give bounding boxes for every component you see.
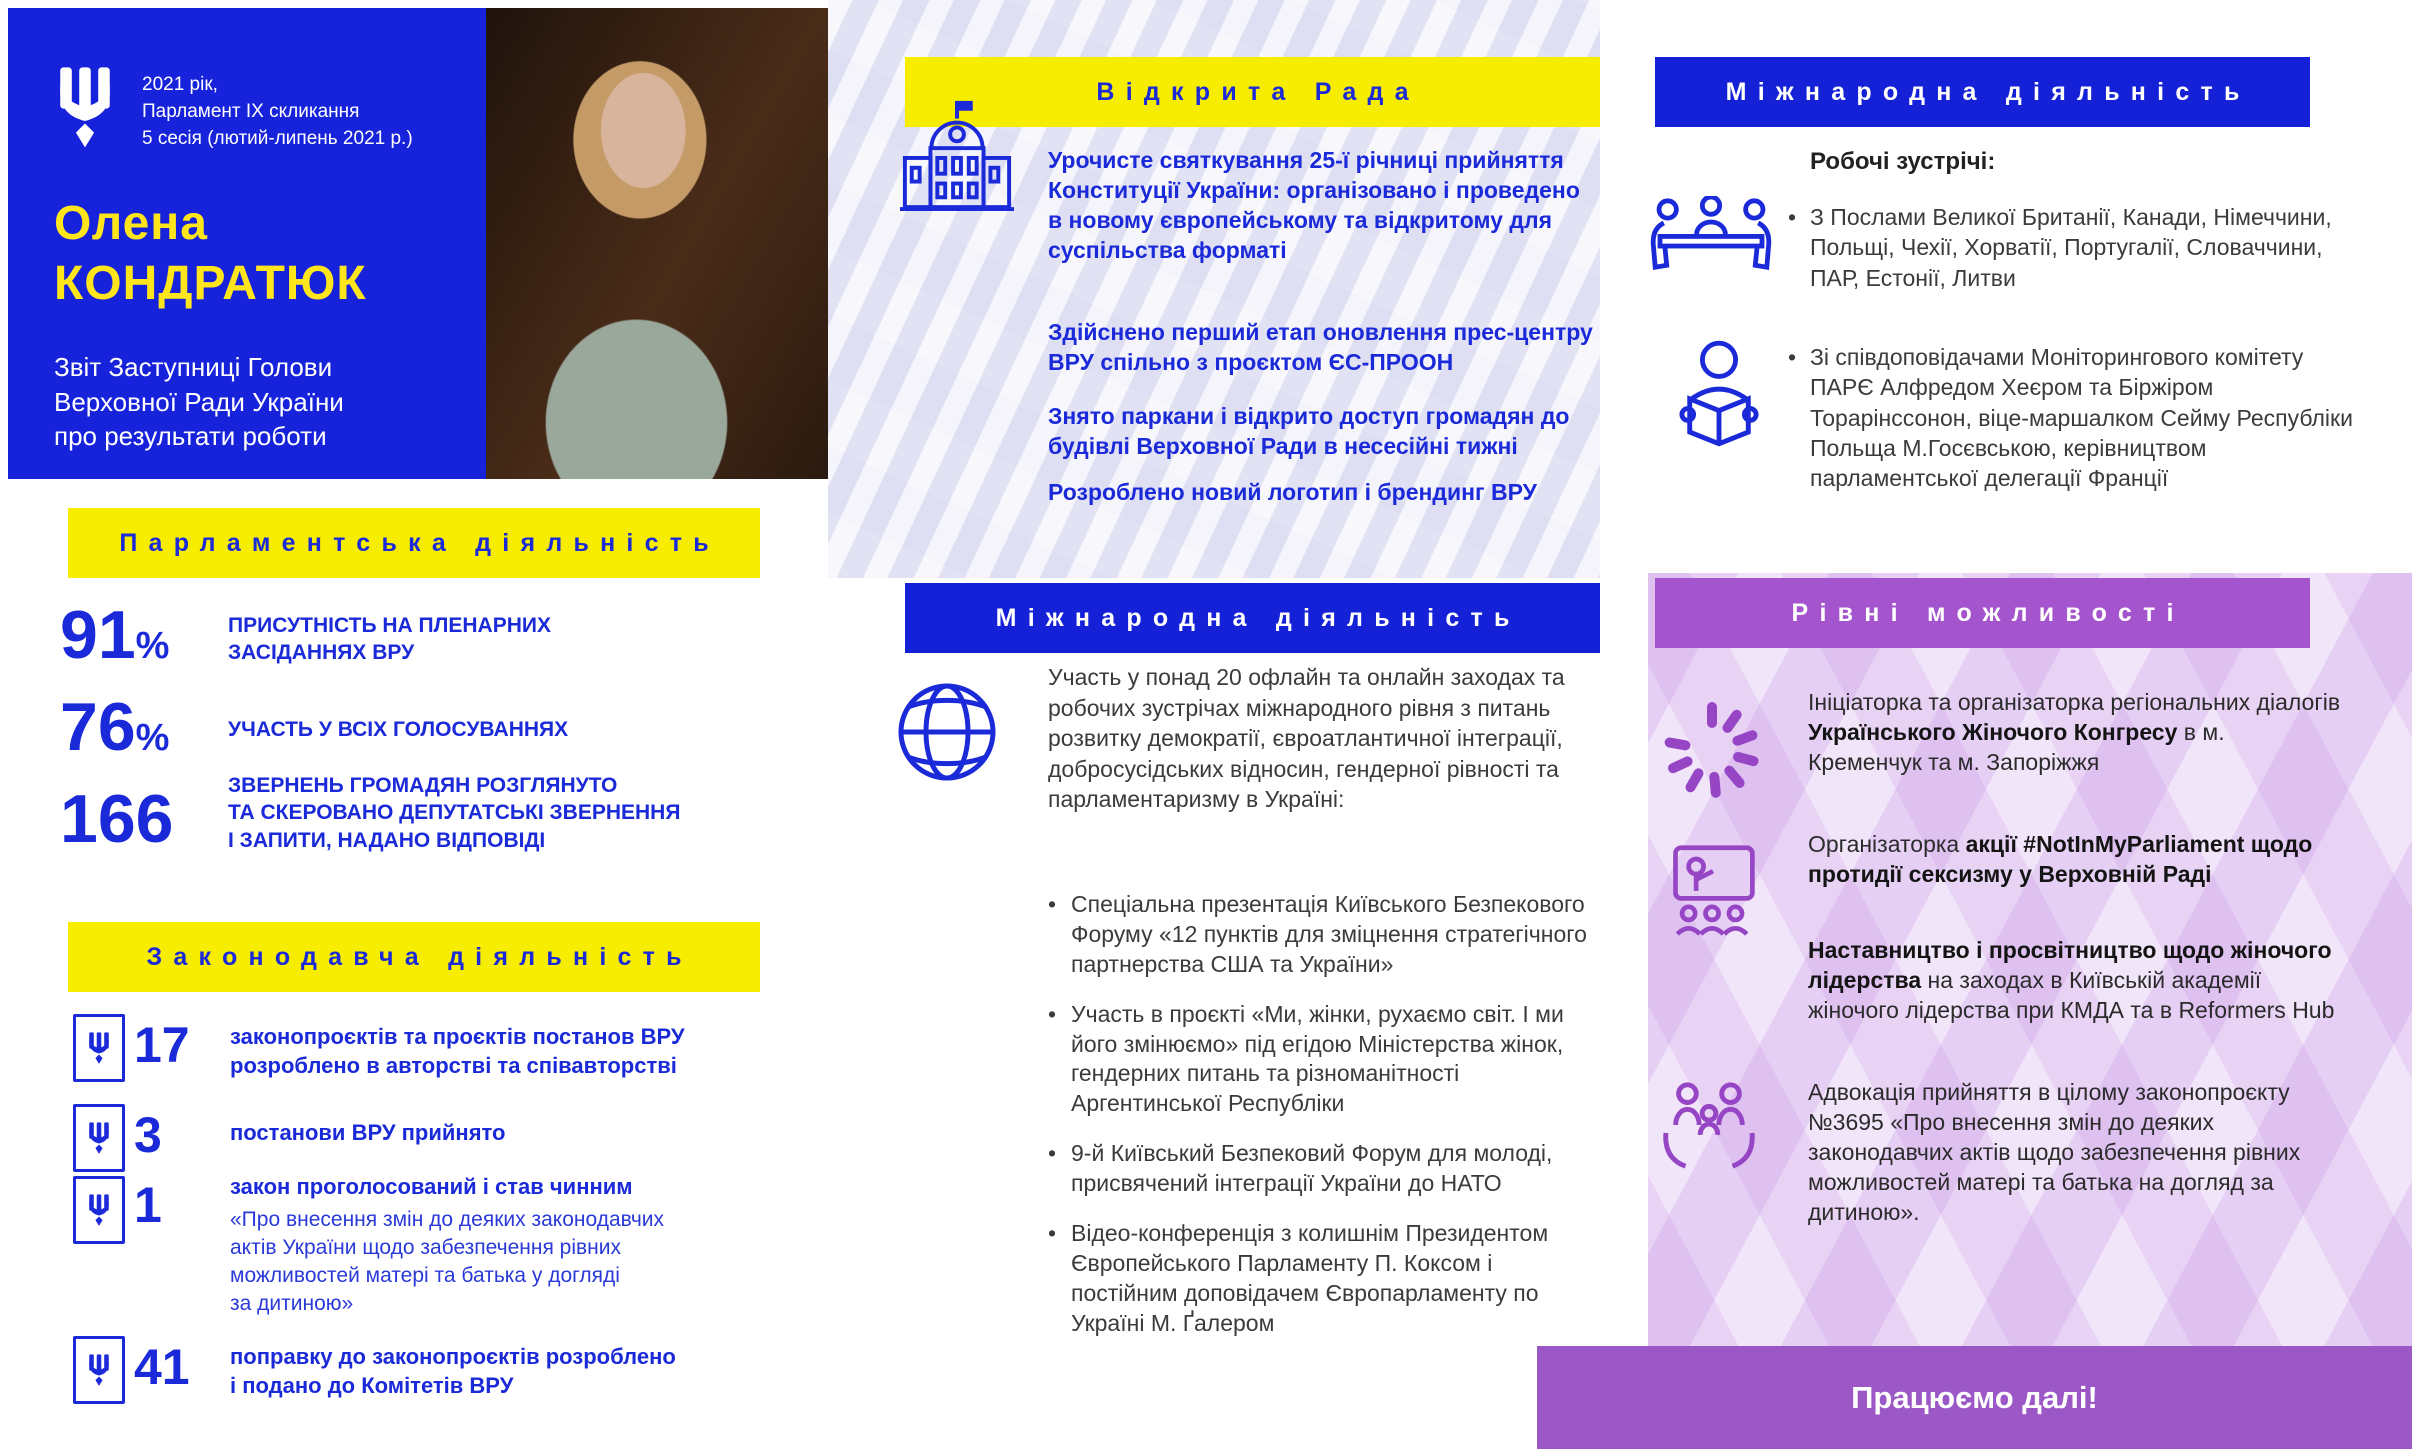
tryzub-box-icon	[73, 1014, 125, 1082]
open-rada-item: Урочисте святкування 25-ї річниці прийняття Конституції України: організовано і проведено в новому європейському та відкритому для суспільства форматі	[1048, 147, 1580, 263]
open-rada-item: Знято паркани і відкрито доступ громадян до будівлі Верховної Ради в несесійні тижні	[1048, 403, 1570, 459]
stat-voting: 76%	[60, 689, 170, 765]
report-subtitle: Звіт Заступниці Голови Верховної Ради України про результати роботи	[54, 352, 344, 452]
tryzub-box-icon	[73, 1104, 125, 1172]
stat-attendance: 91%	[60, 597, 170, 673]
legislative-item: поправку до законопроєктів розроблено і подано до Комітетів ВРУ	[230, 1344, 676, 1399]
list-item: • Спеціальна презентація Київського Безпекового Форуму «12 пунктів для зміцнення стратегічного партнерства США та України»	[1044, 890, 1598, 980]
legislative-count: 41	[134, 1339, 190, 1395]
legislative-count: 1	[134, 1177, 162, 1233]
person-first-name: Олена	[54, 197, 208, 250]
section-title-open-rada: Відкрита Рада	[905, 57, 1600, 127]
tryzub-box-icon	[73, 1176, 125, 1244]
trident-icon	[52, 64, 118, 150]
section-title-international-center: Міжнародна діяльність	[905, 583, 1600, 653]
tryzub-box-icon	[73, 1336, 125, 1404]
hero-card	[8, 8, 486, 479]
working-meetings-subtitle: Робочі зустрічі:	[1810, 148, 1996, 175]
equal-opportunities-item: Організаторка акції #NotInMyParliament щодо протидії сексизму у Верховній Раді	[1808, 831, 2313, 887]
person-last-name: КОНДРАТЮК	[54, 257, 367, 310]
international-bullet-list	[1044, 890, 1598, 1359]
meeting-icon	[1648, 196, 1774, 298]
stat-attendance-label: ПРИСУТНІСТЬ НА ПЛЕНАРНИХ ЗАСІДАННЯХ ВРУ	[228, 614, 551, 665]
globe-icon	[893, 678, 1001, 786]
session-line: 2021 рік,	[142, 74, 218, 95]
open-rada-item: Розроблено новий логотип і брендинг ВРУ	[1048, 479, 1537, 505]
list-item: • Відео-конференція з колишнім Президентом Європейського Парламенту П. Коксом і постійним доповідачем Європарламенту по Україні М. Ґалером	[1044, 1219, 1598, 1339]
section-title-international-right: Міжнародна діяльність	[1655, 57, 2310, 127]
equal-opportunities-item: Наставництво і просвітництво щодо жіночого лідерства на заходах в Київській академії жіночого лідерства при КМДА та в Reformers Hub	[1808, 937, 2335, 1023]
section-title-legislative: Законодавча діяльність	[68, 922, 760, 992]
presentation-icon	[1668, 842, 1758, 936]
list-item: • 9-й Київський Безпековий Форум для молоді, присвячений інтеграції України до НАТО	[1044, 1139, 1598, 1199]
burst-icon	[1662, 700, 1762, 800]
family-icon	[1658, 1078, 1760, 1176]
list-item: • З Послами Великої Британії, Канади, Німеччини, Польщі, Чехії, Хорватії, Португалії, Словаччини, ПАР, Естонії, Литви	[1786, 202, 2358, 293]
session-line: Парламент IX скликання	[142, 100, 360, 122]
footer-banner: Працюємо далі!	[1537, 1346, 2412, 1449]
list-item: • Зі співдоповідачами Моніторингового комітету ПАРЄ Алфредом Хеєром та Біржіром Торарінссонон, віце-маршалком Сейму Республіки Польща М.Госєвською, керівництвом парламентської делегації Франції	[1786, 342, 2358, 494]
section-title-equal-opportunities: Рівні можливості	[1655, 578, 2310, 648]
legislative-count: 17	[134, 1017, 190, 1073]
parliament-building-icon	[898, 92, 1016, 218]
section-title-parliamentary: Парламентська діяльність	[68, 508, 760, 578]
legislative-count: 3	[134, 1107, 162, 1163]
open-rada-item: Здійснено перший етап оновлення прес-центру ВРУ спільно з проєктом ЄС-ПРООН	[1048, 319, 1593, 375]
session-line: 5 сесія (лютий-липень 2021 р.)	[142, 127, 413, 149]
international-intro: Участь у понад 20 офлайн та онлайн заходах та робочих зустрічах міжнародного рівня з питань розвитку демократії, євроатлантичної інтеграції, добросусідських відносин, гендерної рівності та парламентаризму в Україні:	[1048, 664, 1565, 813]
reading-person-icon	[1678, 336, 1760, 450]
photo-olena-kondratiuk	[486, 8, 828, 479]
legislative-item: постанови ВРУ прийнято	[230, 1120, 506, 1145]
legislative-item: закон проголосований і став чинним	[230, 1174, 633, 1199]
stat-appeals-label: ЗВЕРНЕНЬ ГРОМАДЯН РОЗГЛЯНУТО ТА СКЕРОВАНО ДЕПУТАТСЬКІ ЗВЕРНЕННЯ І ЗАПИТИ, НАДАНО ВІДПОВІДІ	[228, 774, 681, 852]
equal-opportunities-item: Ініціаторка та організаторка регіональних діалогів Українського Жіночого Конгресу в м. Кременчук та м. Запоріжжя	[1808, 689, 2341, 775]
legislative-item: законопроєктів та проєктів постанов ВРУ розроблено в авторстві та співавторстві	[230, 1024, 685, 1079]
equal-opportunities-item: Адвокація прийняття в цілому законопроєкту №3695 «Про внесення змін до деяких законодавчих актів щодо забезпечення рівних можливостей матері та батька на догляд за дитиною».	[1808, 1079, 2301, 1225]
stat-appeals: 166	[60, 781, 174, 857]
stat-voting-label: УЧАСТЬ У ВСІХ ГОЛОСУВАННЯХ	[228, 718, 569, 741]
list-item: • Участь в проєкті «Ми, жінки, рухаємо світ. І ми його змінюємо» під егідою Міністерства жінок, гендерних питань та різноманітності Аргентинської Республіки	[1044, 1000, 1598, 1120]
legislative-item-note: «Про внесення змін до деяких законодавчих актів України щодо забезпечення рівних можливостей матері та батька у догляді за дитиною»	[230, 1208, 665, 1316]
session-info	[142, 72, 413, 153]
